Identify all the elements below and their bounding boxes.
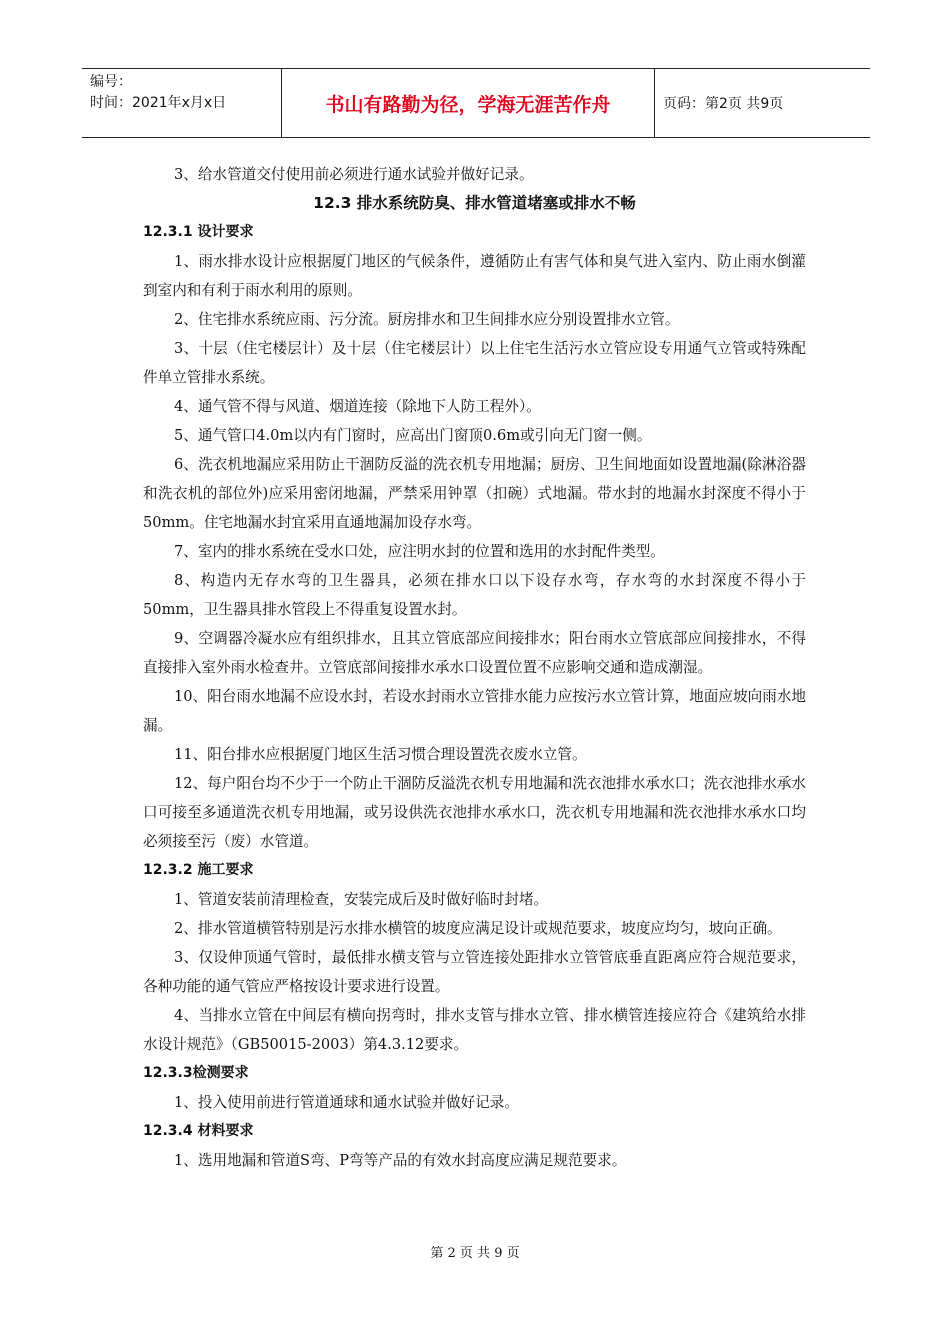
time-label: 时间：2021年x月x日 <box>90 95 227 111</box>
list-item: 9、空调器冷凝水应有组织排水，且其立管底部应间接排水；阳台雨水立管底部应间接排水，不得直接排入室外雨水检查井。立管底部间接排水承水口设置位置不应影响交通和造成潮湿。 <box>143 630 806 676</box>
list-item: 11、阳台排水应根据厦门地区生活习惯合理设置洗衣废水立管。 <box>174 746 587 763</box>
list-item: 1、雨水排水设计应根据厦门地区的气候条件，遵循防止有害气体和臭气进入室内、防止雨水倒灌到室内和有利于雨水利用的原则。 <box>143 253 806 299</box>
subsection-heading: 12.3.3检测要求 <box>143 1065 249 1081</box>
list-item: 4、当排水立管在中间层有横向拐弯时，排水支管与排水立管、排水横管连接应符合《建筑给水排水设计规范》（GB50015-2003）第4.3.12要求。 <box>143 1007 806 1053</box>
list-item: 6、洗衣机地漏应采用防止干涸防反溢的洗衣机专用地漏；厨房、卫生间地面如设置地漏(除淋浴器和洗衣机的部位外)应采用密闭地漏，严禁采用钟罩（扣碗）式地漏。带水封的地漏水封深度不得小于50mm。住宅地漏水封宜采用直通地漏加设存水弯。 <box>143 456 806 531</box>
section-title: 12.3 排水系统防臭、排水管道堵塞或排水不畅 <box>313 194 636 212</box>
list-item: 1、选用地漏和管道S弯、P弯等产品的有效水封高度应满足规范要求。 <box>174 1152 627 1169</box>
page-footer: 第 2 页 共 9 页 <box>430 1246 520 1261</box>
list-item: 8、构造内无存水弯的卫生器具，必须在排水口以下设存水弯，存水弯的水封深度不得小于50mm，卫生器具排水管段上不得重复设置水封。 <box>143 572 806 618</box>
list-item: 3、仅设伸顶通气管时，最低排水横支管与立管连接处距排水立管管底垂直距离应符合规范要求，各种功能的通气管应严格按设计要求进行设置。 <box>143 949 806 995</box>
subsection-heading: 12.3.2 施工要求 <box>143 862 254 878</box>
list-item: 2、排水管道横管特别是污水排水横管的坡度应满足设计或规范要求，坡度应均匀，坡向正确。 <box>174 920 782 937</box>
paragraph: 3、给水管道交付使用前必须进行通水试验并做好记录。 <box>174 166 534 183</box>
header-page-info: 页码：第2页 共9页 <box>663 96 784 112</box>
header-motto: 书山有路勤为径，学海无涯苦作舟 <box>282 69 655 137</box>
header-meta <box>82 69 282 137</box>
list-item: 1、投入使用前进行管道通球和通水试验并做好记录。 <box>174 1094 519 1111</box>
document-body <box>143 160 806 1175</box>
list-item: 12、每户阳台均不少于一个防止干涸防反溢洗衣机专用地漏和洗衣池排水承水口；洗衣池排水承水口可接至多通道洗衣机专用地漏，或另设供洗衣池排水承水口，洗衣机专用地漏和洗衣池排水承水口均必须接至污（废）水管道。 <box>143 775 806 850</box>
page-header <box>82 68 870 138</box>
list-item: 4、通气管不得与风道、烟道连接（除地下人防工程外）。 <box>174 398 541 415</box>
list-item: 3、十层（住宅楼层计）及十层（住宅楼层计）以上住宅生活污水立管应设专用通气立管或特殊配件单立管排水系统。 <box>143 340 806 386</box>
list-item: 2、住宅排水系统应雨、污分流。厨房排水和卫生间排水应分别设置排水立管。 <box>174 311 680 328</box>
list-item: 1、管道安装前清理检查，安装完成后及时做好临时封堵。 <box>174 891 549 908</box>
list-item: 5、通气管口4.0m以内有门窗时，应高出门窗顶0.6m或引向无门窗一侧。 <box>174 427 652 444</box>
code-label: 编号： <box>90 74 132 90</box>
subsection-heading: 12.3.4 材料要求 <box>143 1123 254 1139</box>
subsection-heading: 12.3.1 设计要求 <box>143 224 254 240</box>
list-item: 10、阳台雨水地漏不应设水封，若设水封雨水立管排水能力应按污水立管计算，地面应坡向雨水地漏。 <box>143 688 806 734</box>
list-item: 7、室内的排水系统在受水口处，应注明水封的位置和选用的水封配件类型。 <box>174 543 665 560</box>
